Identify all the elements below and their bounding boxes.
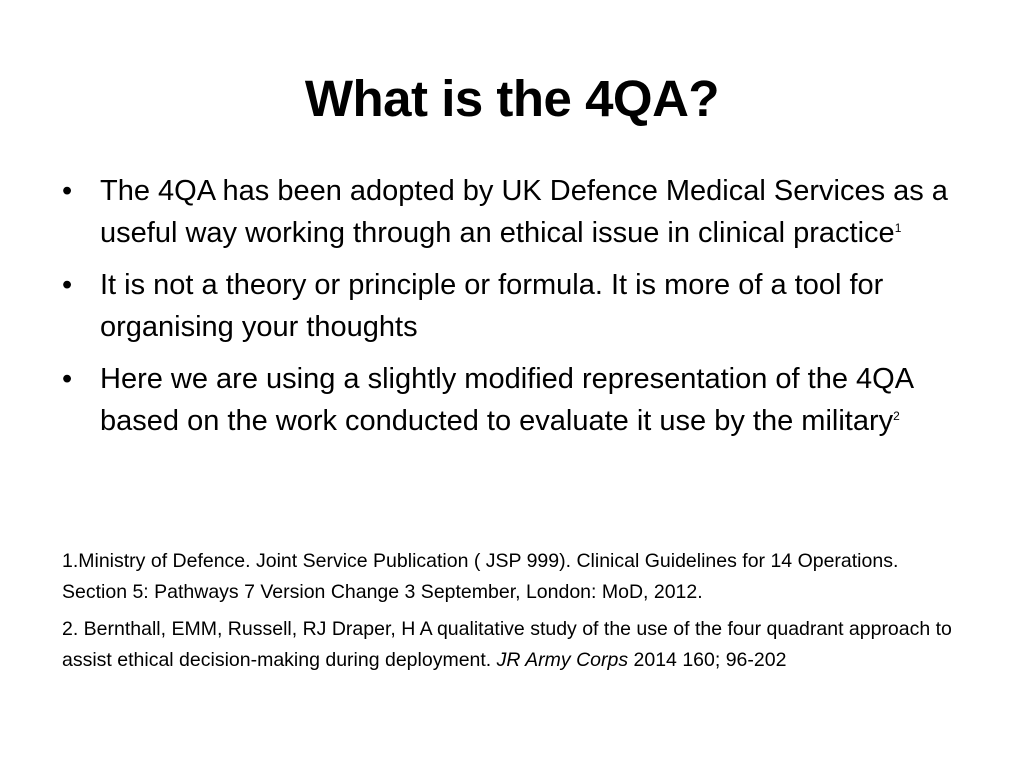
- bullet-item: [62, 170, 972, 254]
- slide-title: What is the 4QA?: [304, 70, 720, 127]
- bullet-text: Here we are using a slightly modified representation of the 4QA based on the work conducted to evaluate it use by the military: [100, 363, 913, 437]
- reference-2-journal: JR Army Corps: [496, 649, 629, 671]
- bullet-dot-icon: •: [62, 269, 73, 301]
- bullet-item: [62, 358, 972, 442]
- reference-2: [62, 614, 962, 676]
- bullet-dot-icon: •: [62, 175, 73, 207]
- bullet-text: The 4QA has been adopted by UK Defence Medical Services as a useful way working through an ethical issue in clinical practice: [100, 175, 948, 249]
- footnote-marker: 1: [894, 221, 902, 235]
- bullet-list: [62, 170, 972, 452]
- reference-2-details: 2014 160; 96-202: [628, 649, 787, 671]
- reference-1: 1.Ministry of Defence. Joint Service Publication ( JSP 999). Clinical Guidelines for 14 Operations. Section 5: Pathways 7 Version Change 3 September, London: MoD, 2012.: [62, 550, 899, 603]
- references: [62, 546, 962, 682]
- footnote-marker: 2: [893, 409, 900, 423]
- reference-2-text: 2. Bernthall, EMM, Russell, RJ Draper, H A qualitative study of the use of the four quadrant approach to assist ethical decision-making during deployment.: [62, 618, 952, 671]
- bullet-dot-icon: •: [62, 363, 73, 395]
- bullet-text: It is not a theory or principle or formula. It is more of a tool for organising your thoughts: [100, 269, 884, 343]
- bullet-item: [62, 264, 972, 348]
